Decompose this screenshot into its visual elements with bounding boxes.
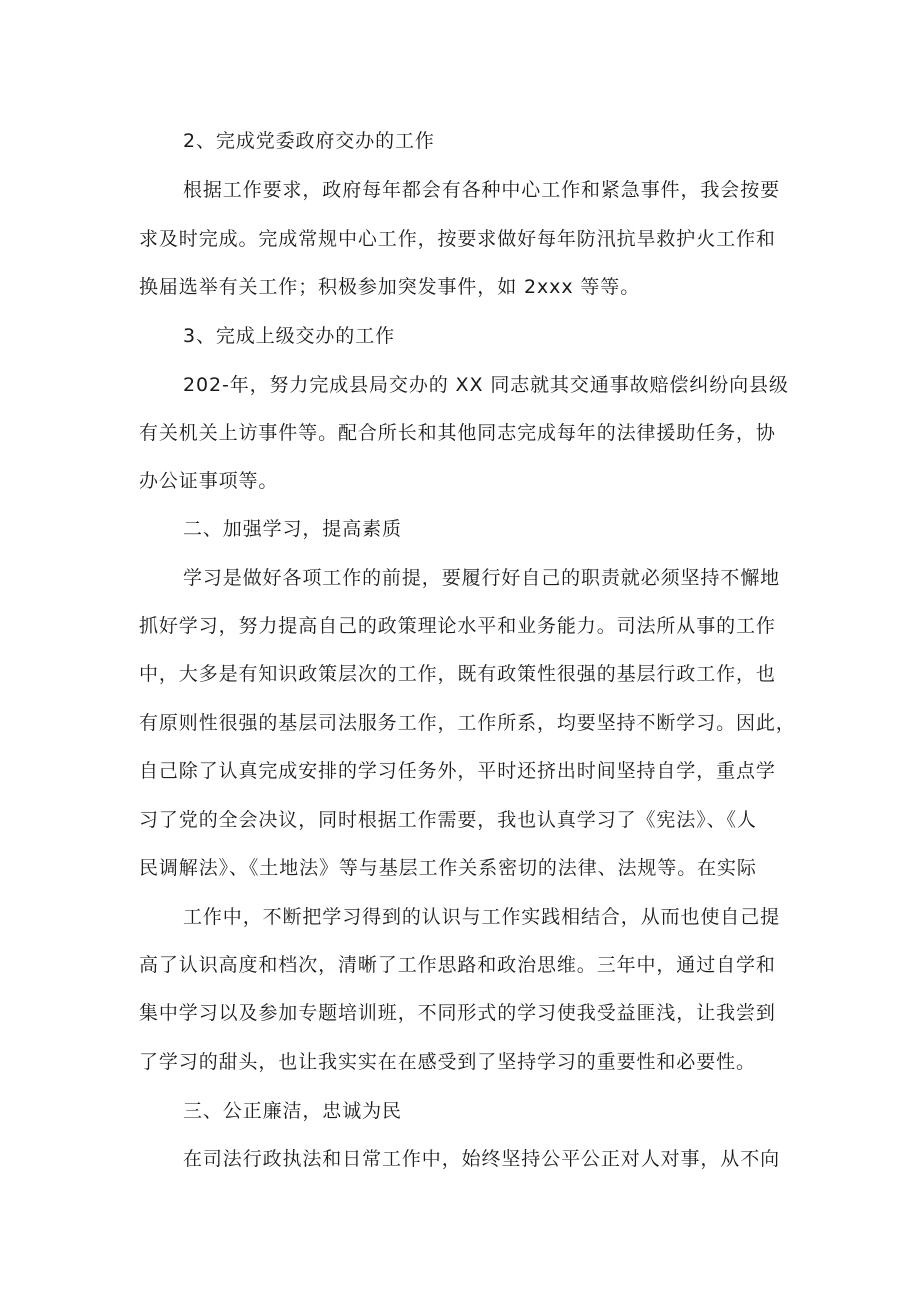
paragraph-line: 202-年，努力完成县局交办的 XX 同志就其交通事故赔偿纠纷向县级	[183, 374, 789, 396]
paragraph-line: 办公证事项等。	[139, 470, 279, 492]
paragraph-line: 有原则性很强的基层司法服务工作，工作所系，均要坚持不断学习。因此，	[139, 712, 796, 734]
paragraph-line: 工作中，不断把学习得到的认识与工作实践相结合，从而也使自己提	[183, 906, 781, 928]
paragraph-line: 求及时完成。完成常规中心工作，按要求做好每年防汛抗旱救护火工作和	[139, 228, 776, 250]
paragraph-line: 学习是做好各项工作的前提，要履行好自己的职责就必须坚持不懈地	[183, 567, 781, 589]
section-heading-three: 三、公正廉洁，忠诚为民	[183, 1100, 402, 1122]
paragraph-line: 自己除了认真完成安排的学习任务外，平时还挤出时间坚持自学，重点学	[139, 760, 776, 782]
paragraph-line: 在司法行政执法和日常工作中，始终坚持公平公正对人对事，从不向	[183, 1148, 781, 1170]
paragraph-line: 习了党的全会决议，同时根据工作需要，我也认真学习了《宪法》、《人	[139, 809, 757, 831]
paragraph-line: 换届选举有关工作；积极参加突发事件，如 2xxx 等等。	[139, 276, 641, 298]
paragraph-line: 根据工作要求，政府每年都会有各种中心工作和紧急事件，我会按要	[183, 179, 781, 201]
paragraph-line: 有关机关上访事件等。配合所长和其他同志完成每年的法律援助任务，协	[139, 422, 776, 444]
heading-3: 3、完成上级交办的工作	[183, 325, 395, 347]
paragraph-line: 高了认识高度和档次，清晰了工作思路和政治思维。三年中，通过自学和	[139, 954, 776, 976]
paragraph-line: 中，大多是有知识政策层次的工作，既有政策性很强的基层行政工作，也	[139, 663, 776, 685]
paragraph-line: 了学习的甜头，也让我实实在在感受到了坚持学习的重要性和必要性。	[139, 1051, 756, 1073]
heading-2: 2、完成党委政府交办的工作	[183, 130, 435, 152]
paragraph-line: 民调解法》、《土地法》等与基层工作关系密切的法律、法规等。在实际	[139, 857, 757, 879]
section-heading-two: 二、加强学习，提高素质	[183, 518, 402, 540]
paragraph-line: 集中学习以及参加专题培训班，不同形式的学习使我受益匪浅，让我尝到	[139, 1002, 776, 1024]
paragraph-line: 抓好学习，努力提高自己的政策理论水平和业务能力。司法所从事的工作	[139, 615, 776, 637]
